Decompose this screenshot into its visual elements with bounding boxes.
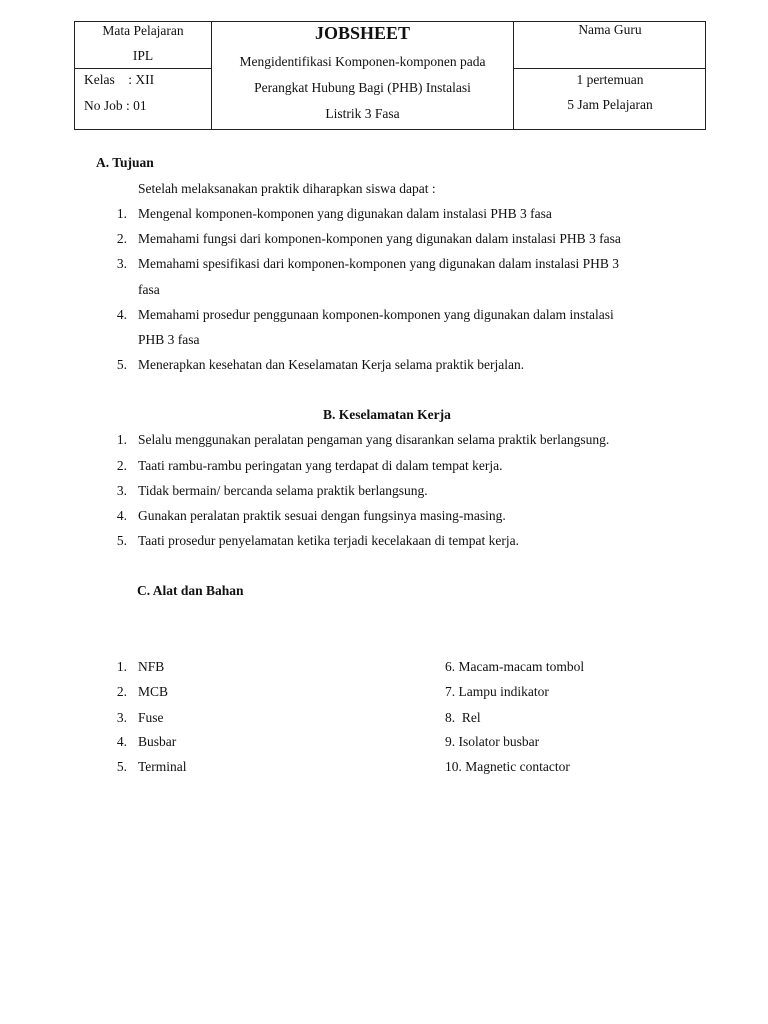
subject-label: Mata Pelajaran xyxy=(102,23,184,38)
header-table xyxy=(74,21,706,130)
subtitle-line-1: Mengidentifikasi Komponen-komponen pada xyxy=(239,54,486,69)
list-item: 7. Lampu indikator xyxy=(445,684,549,699)
list-item: 10. Magnetic contactor xyxy=(445,759,570,774)
subject-value: IPL xyxy=(132,48,154,63)
meeting-count: 1 pertemuan xyxy=(576,72,644,87)
subtitle-line-3: Listrik 3 Fasa xyxy=(325,106,400,121)
class-line: Kelas : XII xyxy=(84,72,155,87)
list-item: 9. Isolator busbar xyxy=(445,734,540,749)
section-b-title: B. Keselamatan Kerja xyxy=(323,407,451,422)
list-item: 8. Rel xyxy=(445,710,481,725)
section-a-title: A. Tujuan xyxy=(96,155,154,170)
section-a-intro: Setelah melaksanakan praktik diharapkan siswa dapat : xyxy=(138,181,436,196)
table-divider xyxy=(513,68,706,69)
table-divider xyxy=(75,68,211,69)
lesson-hours: 5 Jam Pelajaran xyxy=(567,97,653,112)
page-title: JOBSHEET xyxy=(314,23,411,43)
job-line: No Job : 01 xyxy=(84,98,147,113)
section-c-title: C. Alat dan Bahan xyxy=(137,583,244,598)
subtitle-line-2: Perangkat Hubung Bagi (PHB) Instalasi xyxy=(254,80,471,95)
list-item: 6. Macam-macam tombol xyxy=(445,659,585,674)
teacher-label: Nama Guru xyxy=(578,22,642,37)
